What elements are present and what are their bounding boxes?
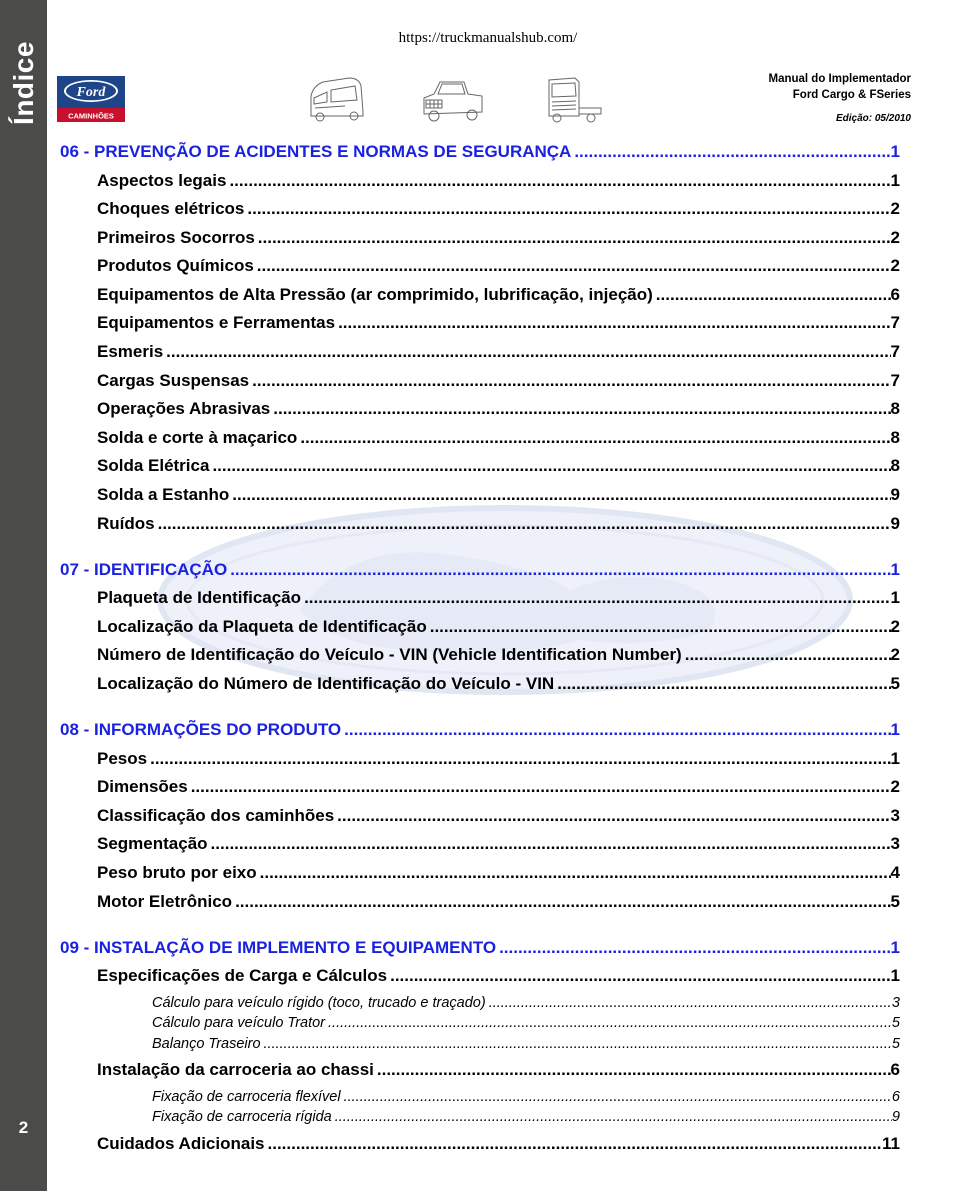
dot-leader bbox=[374, 1060, 891, 1080]
toc-subentry-page: 3 bbox=[891, 994, 900, 1011]
toc-subentry-title: Balanço Traseiro bbox=[152, 1035, 261, 1052]
dot-leader bbox=[427, 617, 891, 637]
toc-entry-page: 5 bbox=[890, 674, 900, 693]
dot-leader bbox=[226, 171, 890, 191]
dot-leader bbox=[341, 1089, 892, 1105]
toc-entry[interactable] bbox=[60, 617, 900, 646]
toc-entry-title: Equipamentos e Ferramentas bbox=[97, 313, 336, 333]
dot-leader bbox=[261, 1036, 892, 1052]
sidebar-title-box bbox=[2, 38, 46, 128]
toc-entry[interactable] bbox=[60, 313, 900, 342]
dot-leader bbox=[341, 720, 890, 740]
pickup-truck-icon bbox=[420, 72, 486, 124]
toc-spacer bbox=[60, 920, 900, 938]
toc-entry[interactable] bbox=[60, 834, 900, 863]
toc-subentry[interactable] bbox=[60, 1109, 900, 1130]
dot-leader bbox=[334, 806, 890, 826]
toc-entry[interactable] bbox=[60, 199, 900, 228]
toc-entry[interactable] bbox=[60, 777, 900, 806]
dot-leader bbox=[208, 834, 891, 854]
toc-entry-page: 3 bbox=[890, 805, 900, 825]
toc-entry-title: Número de Identificação do Veículo - VIN (Vehicle Identification Number) bbox=[97, 645, 682, 665]
logo-brand-text: Ford bbox=[76, 85, 106, 100]
toc-entry[interactable] bbox=[60, 256, 900, 285]
toc-section-title: 09 - INSTALAÇÃO DE IMPLEMENTO E EQUIPAMENTO bbox=[60, 937, 497, 957]
dot-leader bbox=[496, 938, 890, 958]
dot-leader bbox=[335, 313, 890, 333]
toc-entry-title: Operações Abrasivas bbox=[97, 399, 271, 419]
dot-leader bbox=[387, 966, 890, 986]
toc-entry-page: 2 bbox=[890, 645, 900, 665]
dot-leader bbox=[147, 749, 890, 769]
toc-spacer bbox=[60, 703, 900, 721]
sidebar-title: Índice bbox=[8, 41, 40, 125]
toc-entry-page: 2 bbox=[890, 616, 900, 636]
page-number: 2 bbox=[18, 1118, 29, 1137]
dot-leader bbox=[297, 428, 890, 448]
toc-subentry[interactable] bbox=[60, 995, 900, 1016]
dot-leader bbox=[270, 399, 890, 419]
dot-leader bbox=[257, 863, 891, 883]
toc-entry[interactable] bbox=[60, 228, 900, 257]
toc-entry-page: 2 bbox=[890, 227, 900, 247]
toc-entry-title: Choques elétricos bbox=[97, 199, 245, 219]
toc-entry[interactable] bbox=[60, 1060, 900, 1089]
toc-entry-title: Ruídos bbox=[97, 513, 155, 533]
toc-entry-page: 1 bbox=[890, 588, 900, 608]
dot-leader bbox=[265, 1134, 883, 1154]
logo-tagline-text: CAMINHÕES bbox=[68, 111, 114, 121]
toc-entry-page: 8 bbox=[890, 399, 900, 419]
toc-entry[interactable] bbox=[60, 806, 900, 835]
toc-entry[interactable] bbox=[60, 171, 900, 200]
toc-entry-title: Solda e corte à maçarico bbox=[97, 427, 298, 447]
toc-entry[interactable] bbox=[60, 645, 900, 674]
toc-entry[interactable] bbox=[60, 399, 900, 428]
manual-subtitle: Ford Cargo & FSeries bbox=[792, 89, 911, 101]
toc-entry[interactable] bbox=[60, 749, 900, 778]
toc-entry-page: 7 bbox=[890, 370, 900, 390]
dot-leader bbox=[209, 456, 890, 476]
toc-entry-title: Produtos Químicos bbox=[97, 256, 254, 276]
dot-leader bbox=[188, 777, 891, 797]
dot-leader bbox=[232, 892, 890, 912]
toc-entry[interactable] bbox=[60, 1134, 900, 1163]
toc-section-title: 07 - IDENTIFICAÇÃO bbox=[60, 559, 228, 579]
toc-entry-page: 8 bbox=[890, 427, 900, 447]
toc-entry-title: Pesos bbox=[97, 748, 148, 768]
dot-leader bbox=[653, 285, 891, 305]
toc-section-page: 1 bbox=[890, 720, 900, 740]
toc-subentry-page: 9 bbox=[891, 1109, 900, 1126]
toc-entry-page: 2 bbox=[890, 777, 900, 797]
toc-entry-title: Segmentação bbox=[97, 834, 208, 854]
edition-label: Edição: 05/2010 bbox=[835, 113, 911, 124]
toc-entry-title: Plaqueta de Identificação bbox=[97, 588, 302, 608]
toc-entry[interactable] bbox=[60, 428, 900, 457]
toc-entry-page: 7 bbox=[890, 313, 900, 333]
table-of-contents bbox=[60, 142, 900, 1162]
toc-entry-page: 1 bbox=[890, 170, 900, 190]
toc-entry-page: 5 bbox=[890, 891, 900, 911]
toc-subentry-title: Cálculo para veículo Trator bbox=[152, 1015, 326, 1032]
toc-entry-title: Solda a Estanho bbox=[97, 485, 230, 505]
sidebar bbox=[0, 0, 47, 1191]
toc-entry-page: 1 bbox=[890, 966, 900, 986]
dot-leader bbox=[254, 256, 891, 276]
dot-leader bbox=[255, 228, 891, 248]
dot-leader bbox=[332, 1109, 892, 1125]
dot-leader bbox=[155, 514, 891, 534]
cargo-truck-icon bbox=[545, 72, 603, 124]
toc-entry-title: Localização da Plaqueta de Identificação bbox=[97, 616, 427, 636]
toc-entry-page: 2 bbox=[890, 199, 900, 219]
toc-entry-title: Solda Elétrica bbox=[97, 456, 210, 476]
toc-entry-page: 9 bbox=[890, 485, 900, 505]
toc-entry-title: Motor Eletrônico bbox=[97, 891, 233, 911]
toc-entry-page: 2 bbox=[890, 256, 900, 276]
dot-leader bbox=[163, 342, 890, 362]
dot-leader bbox=[227, 560, 890, 580]
toc-section[interactable] bbox=[60, 938, 900, 967]
toc-subentry-page: 6 bbox=[891, 1088, 900, 1105]
toc-entry-title: Cuidados Adicionais bbox=[97, 1133, 265, 1153]
toc-entry[interactable] bbox=[60, 514, 900, 543]
toc-entry-title: Cargas Suspensas bbox=[97, 370, 250, 390]
toc-entry-page: 3 bbox=[890, 834, 900, 854]
toc-entry[interactable] bbox=[60, 674, 900, 703]
toc-entry[interactable] bbox=[60, 966, 900, 995]
toc-entry-page: 6 bbox=[890, 284, 900, 304]
toc-entry[interactable] bbox=[60, 863, 900, 892]
toc-section[interactable] bbox=[60, 720, 900, 749]
toc-spacer bbox=[60, 542, 900, 560]
dot-leader bbox=[682, 645, 891, 665]
manual-header bbox=[769, 71, 912, 127]
toc-subentry-title: Fixação de carroceria rígida bbox=[152, 1109, 332, 1126]
dot-leader bbox=[571, 142, 890, 162]
toc-entry-title: Aspectos legais bbox=[97, 170, 227, 190]
toc-subentry[interactable] bbox=[60, 1015, 900, 1036]
toc-subentry-title: Fixação de carroceria flexível bbox=[152, 1088, 341, 1105]
dot-leader bbox=[486, 995, 892, 1011]
toc-entry-page: 6 bbox=[890, 1060, 900, 1080]
toc-entry-title: Equipamentos de Alta Pressão (ar comprimido, lubrificação, injeção) bbox=[97, 284, 653, 304]
toc-section-title: 08 - INFORMAÇÕES DO PRODUTO bbox=[60, 720, 342, 740]
toc-entry-page: 11 bbox=[882, 1133, 900, 1153]
toc-subentry-title: Cálculo para veículo rígido (toco, trucado e traçado) bbox=[152, 994, 486, 1011]
toc-subentry[interactable] bbox=[60, 1089, 900, 1110]
toc-section-page: 1 bbox=[890, 559, 900, 579]
toc-entry-page: 4 bbox=[890, 862, 900, 882]
toc-section-page: 1 bbox=[890, 937, 900, 957]
toc-section-page: 1 bbox=[890, 142, 900, 161]
dot-leader bbox=[301, 588, 890, 608]
toc-section[interactable] bbox=[60, 142, 900, 171]
toc-entry-title: Instalação da carroceria ao chassi bbox=[97, 1060, 374, 1080]
toc-entry-page: 1 bbox=[890, 748, 900, 768]
toc-entry[interactable] bbox=[60, 371, 900, 400]
dot-leader bbox=[325, 1015, 892, 1031]
toc-subentry-page: 5 bbox=[891, 1015, 900, 1032]
toc-subentry-page: 5 bbox=[891, 1035, 900, 1052]
toc-entry[interactable] bbox=[60, 342, 900, 371]
toc-entry-page: 8 bbox=[890, 456, 900, 476]
toc-entry-title: Primeiros Socorros bbox=[97, 227, 255, 247]
toc-entry[interactable] bbox=[60, 588, 900, 617]
van-icon bbox=[305, 72, 367, 124]
toc-entry-page: 7 bbox=[890, 342, 900, 362]
manual-title: Manual do Implementador bbox=[768, 73, 911, 85]
ford-caminhoes-logo bbox=[57, 76, 125, 122]
dot-leader bbox=[554, 674, 890, 694]
source-url[interactable]: https://truckmanualshub.com/ bbox=[398, 30, 578, 46]
toc-entry-title: Classificação dos caminhões bbox=[97, 805, 335, 825]
toc-entry-title: Peso bruto por eixo bbox=[97, 862, 257, 882]
toc-entry-title: Especificações de Carga e Cálculos bbox=[97, 966, 388, 986]
dot-leader bbox=[229, 485, 890, 505]
toc-entry[interactable] bbox=[60, 456, 900, 485]
toc-entry-title: Esmeris bbox=[97, 342, 164, 362]
dot-leader bbox=[244, 199, 890, 219]
toc-section-title: 06 - PREVENÇÃO DE ACIDENTES E NORMAS DE SEGURANÇA bbox=[60, 142, 572, 161]
toc-section[interactable] bbox=[60, 560, 900, 589]
toc-entry[interactable] bbox=[60, 285, 900, 314]
toc-entry[interactable] bbox=[60, 892, 900, 921]
toc-entry-title: Localização do Número de Identificação do Veículo - VIN bbox=[97, 674, 555, 693]
toc-entry-title: Dimensões bbox=[97, 777, 188, 797]
dot-leader bbox=[249, 371, 890, 391]
toc-entry[interactable] bbox=[60, 485, 900, 514]
toc-entry-page: 9 bbox=[890, 513, 900, 533]
toc-subentry[interactable] bbox=[60, 1036, 900, 1057]
